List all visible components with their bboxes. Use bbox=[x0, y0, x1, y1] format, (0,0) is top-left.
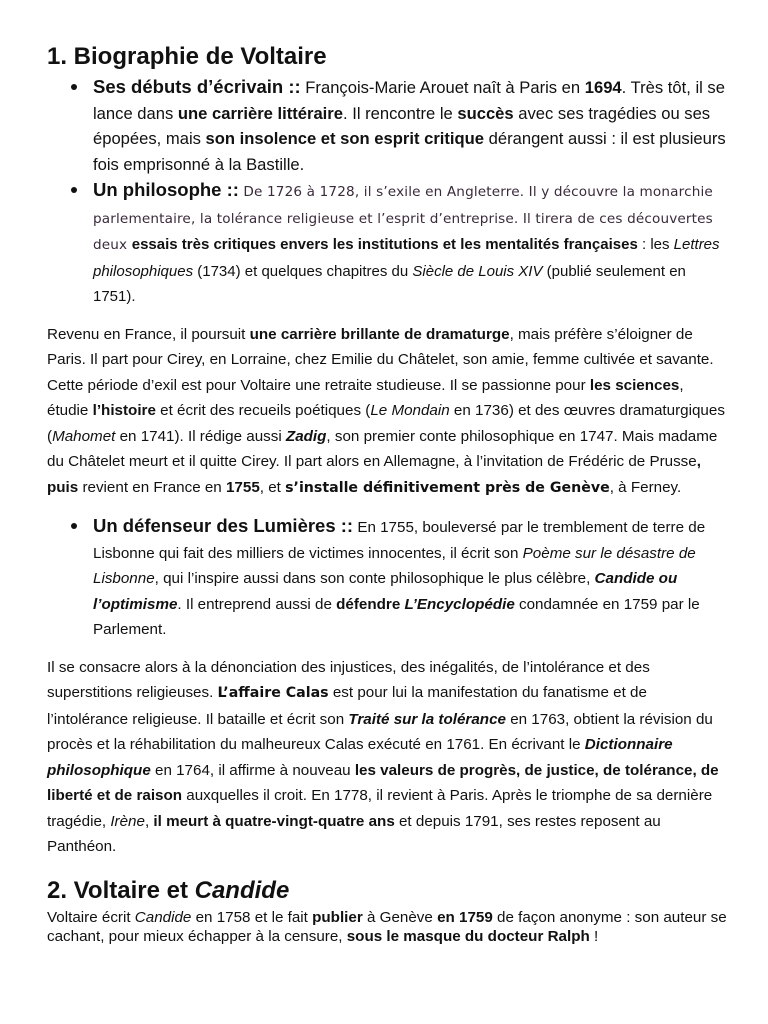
text: est pour lui la manifestation du fanatisme et de l’intolérance religieuse. Il bataille et écrit son bbox=[47, 684, 647, 728]
text: . Il rencontre le bbox=[342, 103, 458, 123]
bullet-philosophe bbox=[47, 177, 728, 310]
paragraph-denonciation bbox=[47, 655, 728, 860]
text: en 1763, obtient la révision du procès et la réhabilitation du malheureux Calas exécuté en 1761. En écrivant le bbox=[47, 710, 713, 753]
text: (publié seulement en 1751). bbox=[93, 262, 686, 305]
bold-italic-text: Traité sur la tolérance bbox=[348, 710, 506, 728]
bullet-dot-icon bbox=[71, 187, 77, 193]
heading-italic-text: Candide bbox=[194, 876, 290, 904]
text: avec ses tragédies ou ses épopées, mais bbox=[93, 103, 711, 148]
italic-text: Siècle de Louis XIV bbox=[412, 262, 543, 280]
bold-text: l’histoire bbox=[92, 402, 156, 419]
text: à Genève bbox=[362, 908, 438, 926]
bold-text: s’installe définitivement près de Genève bbox=[285, 479, 610, 496]
bullet-dot-icon bbox=[71, 84, 77, 90]
bold-text: son insolence et son esprit critique bbox=[205, 129, 485, 148]
bold-text: publier bbox=[312, 908, 363, 926]
bold-italic-text: Dictionnaire philosophique bbox=[47, 736, 673, 779]
bold-text: les valeurs de progrès, de justice, de tolérance, de liberté et de raison bbox=[47, 761, 719, 804]
text: Il se consacre alors à la dénonciation des injustices, des inégalités, de l’intolérance et des superstitions religieuses. bbox=[47, 658, 650, 701]
text: , son premier conte philosophique en 1747. Mais madame du Châtelet meurt et il quitte Cirey. Il part alors en Allemagne, à l’invitation de Frédéric de Prusse bbox=[47, 427, 718, 470]
bullet-lead: Ses débuts d’écrivain :: bbox=[93, 76, 301, 97]
text: ! bbox=[589, 927, 599, 945]
italic-text: Irène bbox=[110, 812, 145, 830]
text: François-Marie Arouet naît à Paris en bbox=[300, 78, 585, 97]
paragraph-cirey bbox=[47, 322, 728, 502]
italic-text: Candide bbox=[134, 908, 192, 926]
lumieres-list bbox=[47, 513, 728, 643]
text: En 1755, bouleversé par le tremblement de terre de Lisbonne qui fait des milliers de victimes innocentes, il écrit son bbox=[93, 519, 706, 562]
text: Revenu en France, il poursuit bbox=[47, 325, 250, 343]
bold-text: , puis bbox=[47, 453, 701, 496]
bold-text: L’affaire Calas bbox=[217, 685, 329, 701]
text: en 1764, il affirme à nouveau bbox=[150, 761, 355, 779]
text: en 1758 et le fait bbox=[191, 908, 313, 926]
text: , mais préfère s’éloigner de Paris. Il part pour Cirey, en Lorraine, chez Emilie du Châtelet, son amie, femme cultivée et savante. Cette période d’exil est pour Voltaire une retraite studieuse. Il se passionne pour bbox=[47, 325, 714, 394]
bold-text: une carrière brillante de dramaturge bbox=[249, 325, 510, 343]
text: . Il entreprend aussi de bbox=[177, 595, 337, 613]
bullet-lead: Un défenseur des Lumières :: bbox=[93, 515, 354, 536]
section-2-heading bbox=[47, 876, 728, 906]
text: en 1736) et des œuvres dramaturgiques ( bbox=[47, 402, 725, 445]
italic-text: Poème sur le désastre de Lisbonne bbox=[93, 544, 696, 587]
bullet-debuts bbox=[47, 74, 728, 177]
text: de façon anonyme : son auteur se cachant, pour mieux échapper à la censure, bbox=[47, 908, 727, 945]
bullet-dot-icon bbox=[71, 523, 77, 529]
bold-text: 1694 bbox=[584, 78, 622, 97]
text: en 1741). Il rédige aussi bbox=[115, 427, 286, 445]
bullet-lumieres bbox=[47, 513, 728, 643]
text: : les bbox=[637, 236, 674, 253]
bold-text: en 1759 bbox=[437, 908, 493, 926]
text: et depuis 1791, ses restes reposent au Panthéon. bbox=[47, 812, 661, 855]
italic-text: Mahomet bbox=[52, 427, 116, 445]
bold-text: 1755 bbox=[225, 478, 260, 496]
biography-list bbox=[47, 74, 728, 310]
text: De 1726 à 1728, il s’exile en Angleterre. Il y découvre la monarchie parlementaire, la tolérance religieuse et l’esprit d’entreprise. Il tirera de ces découvertes deux bbox=[93, 184, 713, 253]
heading-text: 2. Voltaire et bbox=[47, 876, 195, 904]
bold-text: les sciences bbox=[589, 376, 680, 394]
text: , étudie bbox=[47, 376, 684, 419]
text: condamnée en 1759 par le Parlement. bbox=[93, 595, 700, 638]
bold-italic-text: L’Encyclopédie bbox=[404, 595, 515, 613]
section-1-heading: 1. Biographie de Voltaire bbox=[47, 43, 327, 70]
bold-italic-text: Zadig bbox=[285, 427, 327, 445]
text: Voltaire écrit bbox=[47, 908, 135, 926]
text: (1734) et quelques chapitres du bbox=[193, 262, 413, 280]
bold-text: défendre bbox=[336, 595, 405, 613]
text: . Très tôt, il se lance dans bbox=[93, 78, 725, 123]
text: auxquelles il croit. En 1778, il revient à Paris. Après le triomphe de sa dernière tragédie, bbox=[47, 787, 713, 830]
bold-italic-text: Candide ou l’optimisme bbox=[93, 570, 678, 613]
bold-text: sous le masque du docteur Ralph bbox=[346, 927, 590, 945]
text: , qui l’inspire aussi dans son conte philosophique le plus célèbre, bbox=[154, 570, 595, 587]
text: , bbox=[144, 812, 154, 830]
bold-text: succès bbox=[457, 103, 514, 123]
text: , et bbox=[259, 478, 286, 496]
text: revient en France en bbox=[78, 478, 226, 496]
italic-text: Lettres philosophiques bbox=[93, 236, 720, 280]
bullet-lead: Un philosophe :: bbox=[93, 179, 239, 200]
text: , à Ferney. bbox=[609, 478, 682, 496]
paragraph-candide bbox=[47, 908, 728, 946]
bold-text: une carrière littéraire bbox=[177, 103, 343, 123]
italic-text: Le Mondain bbox=[370, 402, 450, 419]
bold-text: essais très critiques envers les institutions et les mentalités françaises bbox=[131, 236, 638, 253]
text: dérangent aussi : il est plusieurs fois emprisonné à la Bastille. bbox=[93, 129, 726, 174]
text: et écrit des recueils poétiques ( bbox=[155, 402, 371, 419]
bold-text: il meurt à quatre-vingt-quatre ans bbox=[153, 812, 395, 830]
